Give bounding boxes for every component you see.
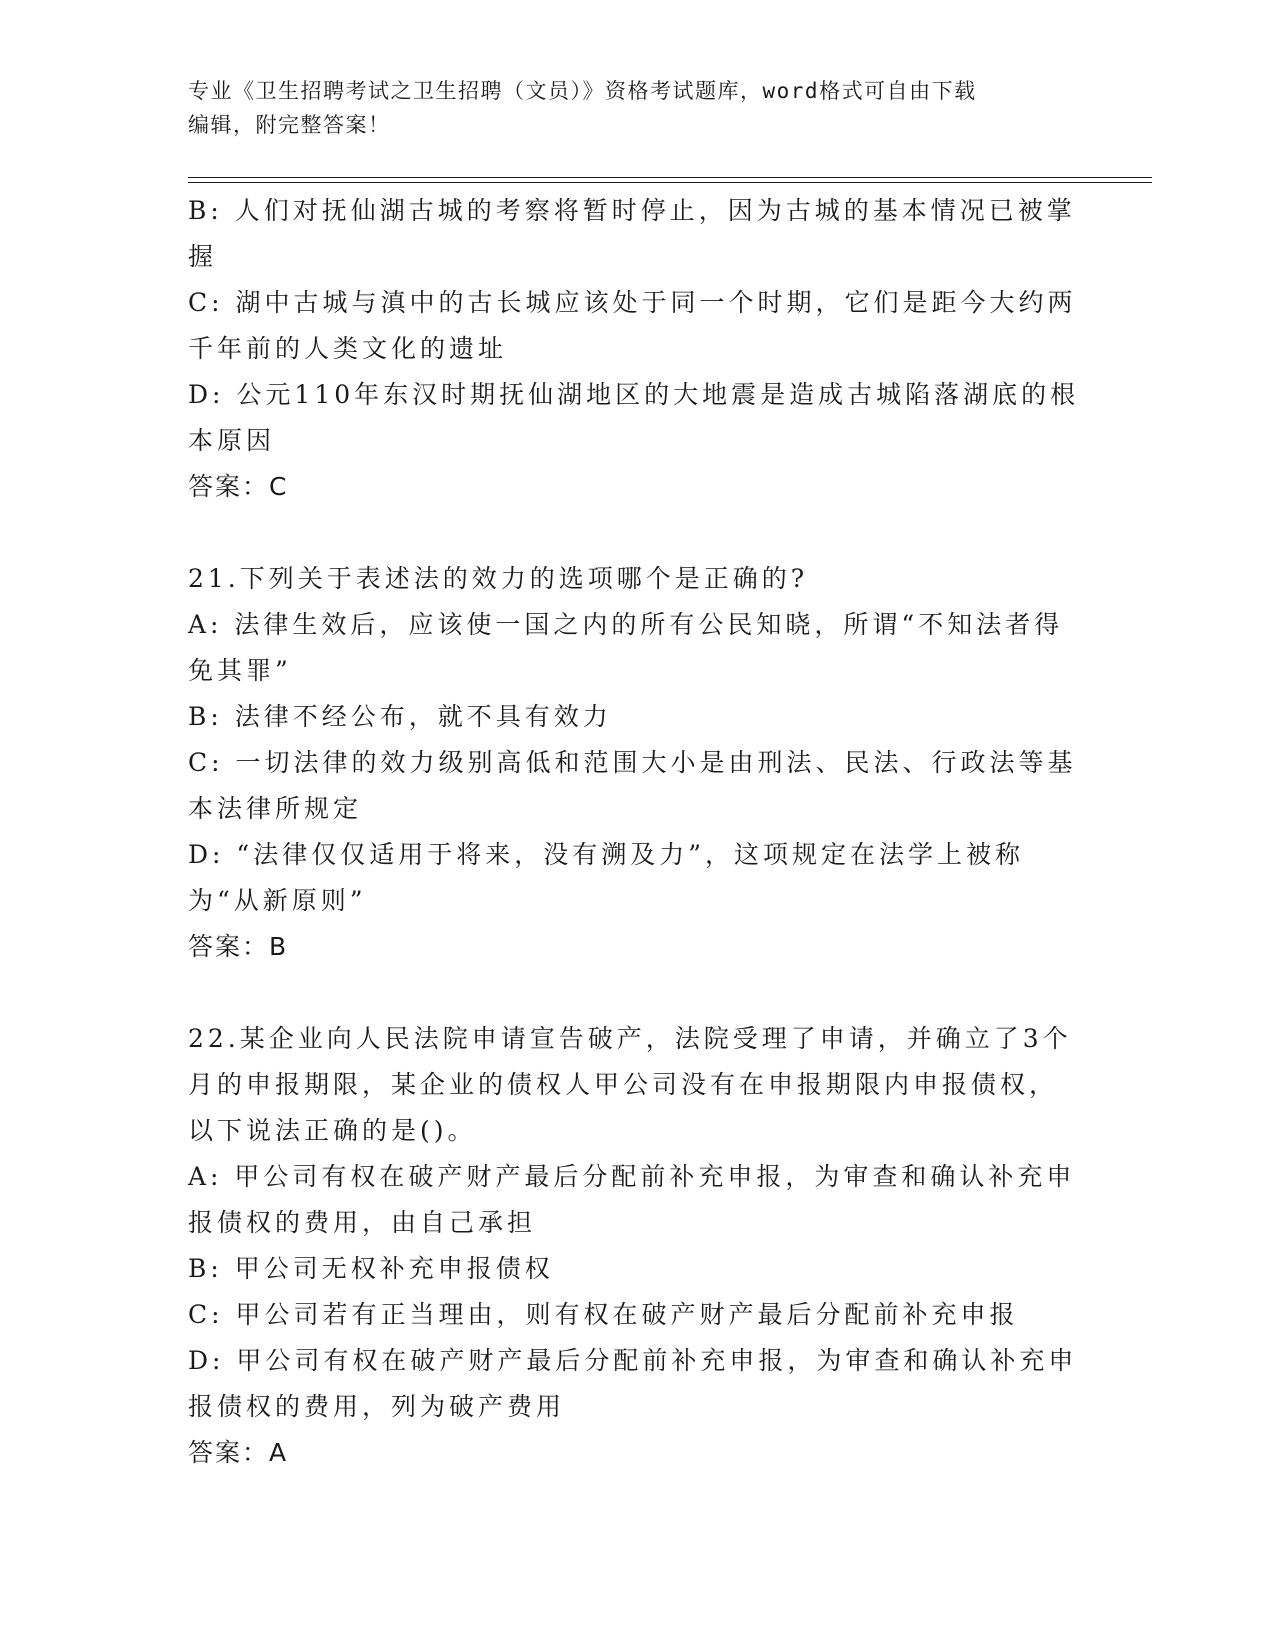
option-d: D: 甲公司有权在破产财产最后分配前补充申报，为审查和确认补充申报债权的费用，列为破产费用 <box>188 1346 1078 1421</box>
question-21 <box>188 556 1083 970</box>
answer-label: 答案：A <box>188 1438 289 1467</box>
option-b: B: 人们对抚仙湖古城的考察将暂时停止，因为古城的基本情况已被掌握 <box>188 196 1076 271</box>
option-c: C: 湖中古城与滇中的古长城应该处于同一个时期，它们是距今大约两千年前的人类文化的遗址 <box>188 288 1077 363</box>
option-d: D: 公元110年东汉时期抚仙湖地区的大地震是造成古城陷落湖底的根本原因 <box>188 380 1080 455</box>
question-text: 21.下列关于表述法的效力的选项哪个是正确的? <box>188 564 809 593</box>
spacer <box>188 510 1083 556</box>
option-a: A: 法律生效后，应该使一国之内的所有公民知晓，所谓“不知法者得免其罪” <box>188 610 1064 685</box>
option-b: B: 法律不经公布，就不具有效力 <box>188 702 612 731</box>
option-d: D: “法律仅仅适用于将来，没有溯及力”，这项规定在法学上被称为“从新原则” <box>188 840 1024 915</box>
answer-label: 答案：C <box>188 472 289 501</box>
question-text: 22.某企业向人民法院申请宣告破产，法院受理了申请，并确立了3个月的申报期限，某企业的债权人甲公司没有在申报期限内申报债权，以下说法正确的是()。 <box>188 1024 1072 1145</box>
header-line-2: 编辑，附完整答案！ <box>188 113 391 137</box>
header-divider-bottom <box>188 182 1152 183</box>
header-divider-top <box>188 177 1152 178</box>
document-body <box>188 188 1083 1476</box>
option-c: C: 甲公司若有正当理由，则有权在破产财产最后分配前补充申报 <box>188 1300 1019 1329</box>
question-22 <box>188 1016 1083 1476</box>
question-20-continued <box>188 188 1083 510</box>
page-header <box>188 74 1068 142</box>
spacer <box>188 970 1083 1016</box>
option-a: A: 甲公司有权在破产财产最后分配前补充申报，为审查和确认补充申报债权的费用，由自己承担 <box>188 1162 1076 1237</box>
header-line-1: 专业《卫生招聘考试之卫生招聘（文员）》资格考试题库，word格式可自由下载 <box>188 79 977 103</box>
option-c: C: 一切法律的效力级别高低和范围大小是由刑法、民法、行政法等基本法律所规定 <box>188 748 1077 823</box>
option-b: B: 甲公司无权补充申报债权 <box>188 1254 554 1283</box>
answer-label: 答案：B <box>188 932 289 961</box>
